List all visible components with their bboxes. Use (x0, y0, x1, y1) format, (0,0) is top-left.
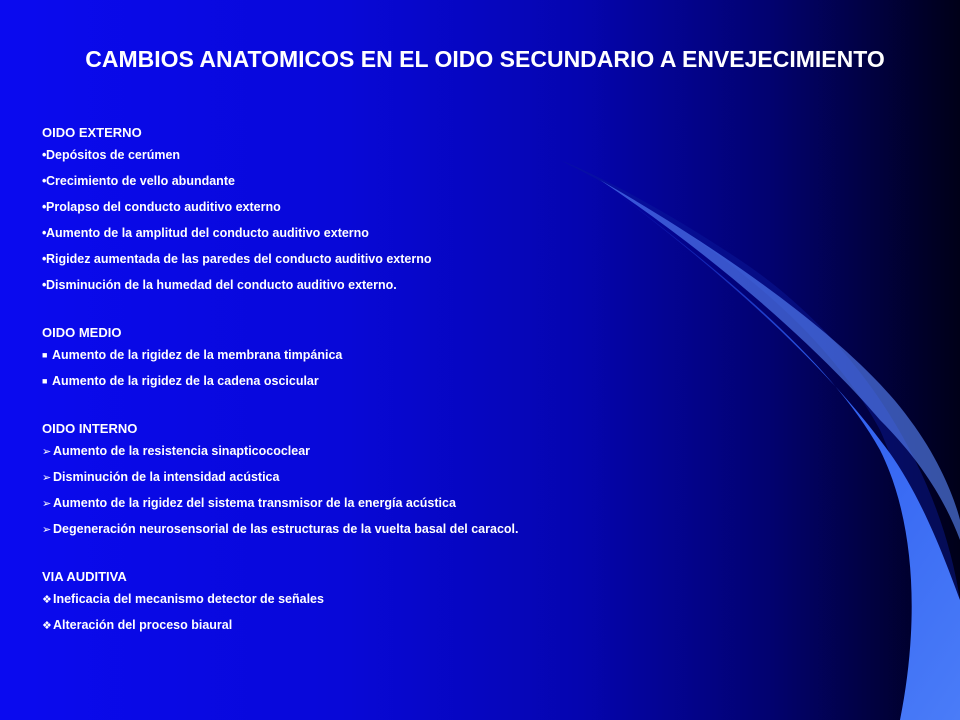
list-item (42, 368, 742, 394)
list-item (42, 194, 742, 220)
section-heading: OIDO EXTERNO (42, 125, 142, 140)
dot-bullet-icon: • (42, 226, 47, 240)
list-item-text: Disminución de la humedad del conducto auditivo externo. (46, 278, 397, 292)
list-item-text: Aumento de la rigidez de la cadena oscicular (52, 374, 319, 388)
list-item (42, 246, 742, 272)
section-heading: OIDO MEDIO (42, 325, 122, 340)
list-item-text: Alteración del proceso biaural (53, 618, 233, 632)
arrow-bullet-icon: ➢ (42, 498, 52, 510)
list-item-text: Crecimiento de vello abundante (46, 174, 235, 188)
section-spacer (42, 298, 742, 324)
list-item-text: Degeneración neurosensorial de las estructuras de la vuelta basal del caracol. (53, 522, 519, 536)
section-oido-externo (42, 124, 742, 298)
list-item-text: Aumento de la rigidez del sistema transmisor de la energía acústica (53, 496, 456, 510)
list-item-text: Rigidez aumentada de las paredes del conducto auditivo externo (46, 252, 432, 266)
list-item (42, 142, 742, 168)
dot-bullet-icon: • (42, 174, 47, 188)
section-via-auditiva (42, 568, 742, 638)
section-heading: OIDO INTERNO (42, 421, 138, 436)
diamond-bullet-icon: ❖ (42, 620, 52, 632)
list-item (42, 612, 742, 638)
list-item-text: Disminución de la intensidad acústica (53, 470, 280, 484)
list-item (42, 272, 742, 298)
square-bullet-icon: ■ (42, 376, 48, 386)
slide-title: CAMBIOS ANATOMICOS EN EL OIDO SECUNDARIO A ENVEJECIMIENTO (85, 46, 885, 72)
list-item (42, 464, 742, 490)
list-item (42, 168, 742, 194)
list-item-text: Aumento de la rigidez de la membrana timpánica (52, 348, 343, 362)
section-oido-medio (42, 324, 742, 394)
dot-bullet-icon: • (42, 278, 47, 292)
list-item-text: Ineficacia del mecanismo detector de señales (53, 592, 324, 606)
list-item (42, 490, 742, 516)
square-bullet-icon: ■ (42, 350, 48, 360)
content-list (42, 124, 742, 638)
section-spacer (42, 542, 742, 568)
list-item-text: Depósitos de cerúmen (46, 148, 181, 162)
list-item-text: Aumento de la amplitud del conducto auditivo externo (46, 226, 369, 240)
section-heading: VIA AUDITIVA (42, 569, 127, 584)
list-item-text: Prolapso del conducto auditivo externo (46, 200, 281, 214)
arrow-bullet-icon: ➢ (42, 472, 52, 484)
list-item (42, 438, 742, 464)
arrow-bullet-icon: ➢ (42, 524, 52, 536)
list-item (42, 586, 742, 612)
list-item (42, 342, 742, 368)
list-item-text: Aumento de la resistencia sinapticococlear (53, 444, 311, 458)
arrow-bullet-icon: ➢ (42, 446, 52, 458)
dot-bullet-icon: • (42, 148, 47, 162)
list-item (42, 220, 742, 246)
list-item (42, 516, 742, 542)
dot-bullet-icon: • (42, 200, 47, 214)
diamond-bullet-icon: ❖ (42, 594, 52, 606)
section-oido-interno (42, 420, 742, 542)
dot-bullet-icon: • (42, 252, 47, 266)
section-spacer (42, 394, 742, 420)
